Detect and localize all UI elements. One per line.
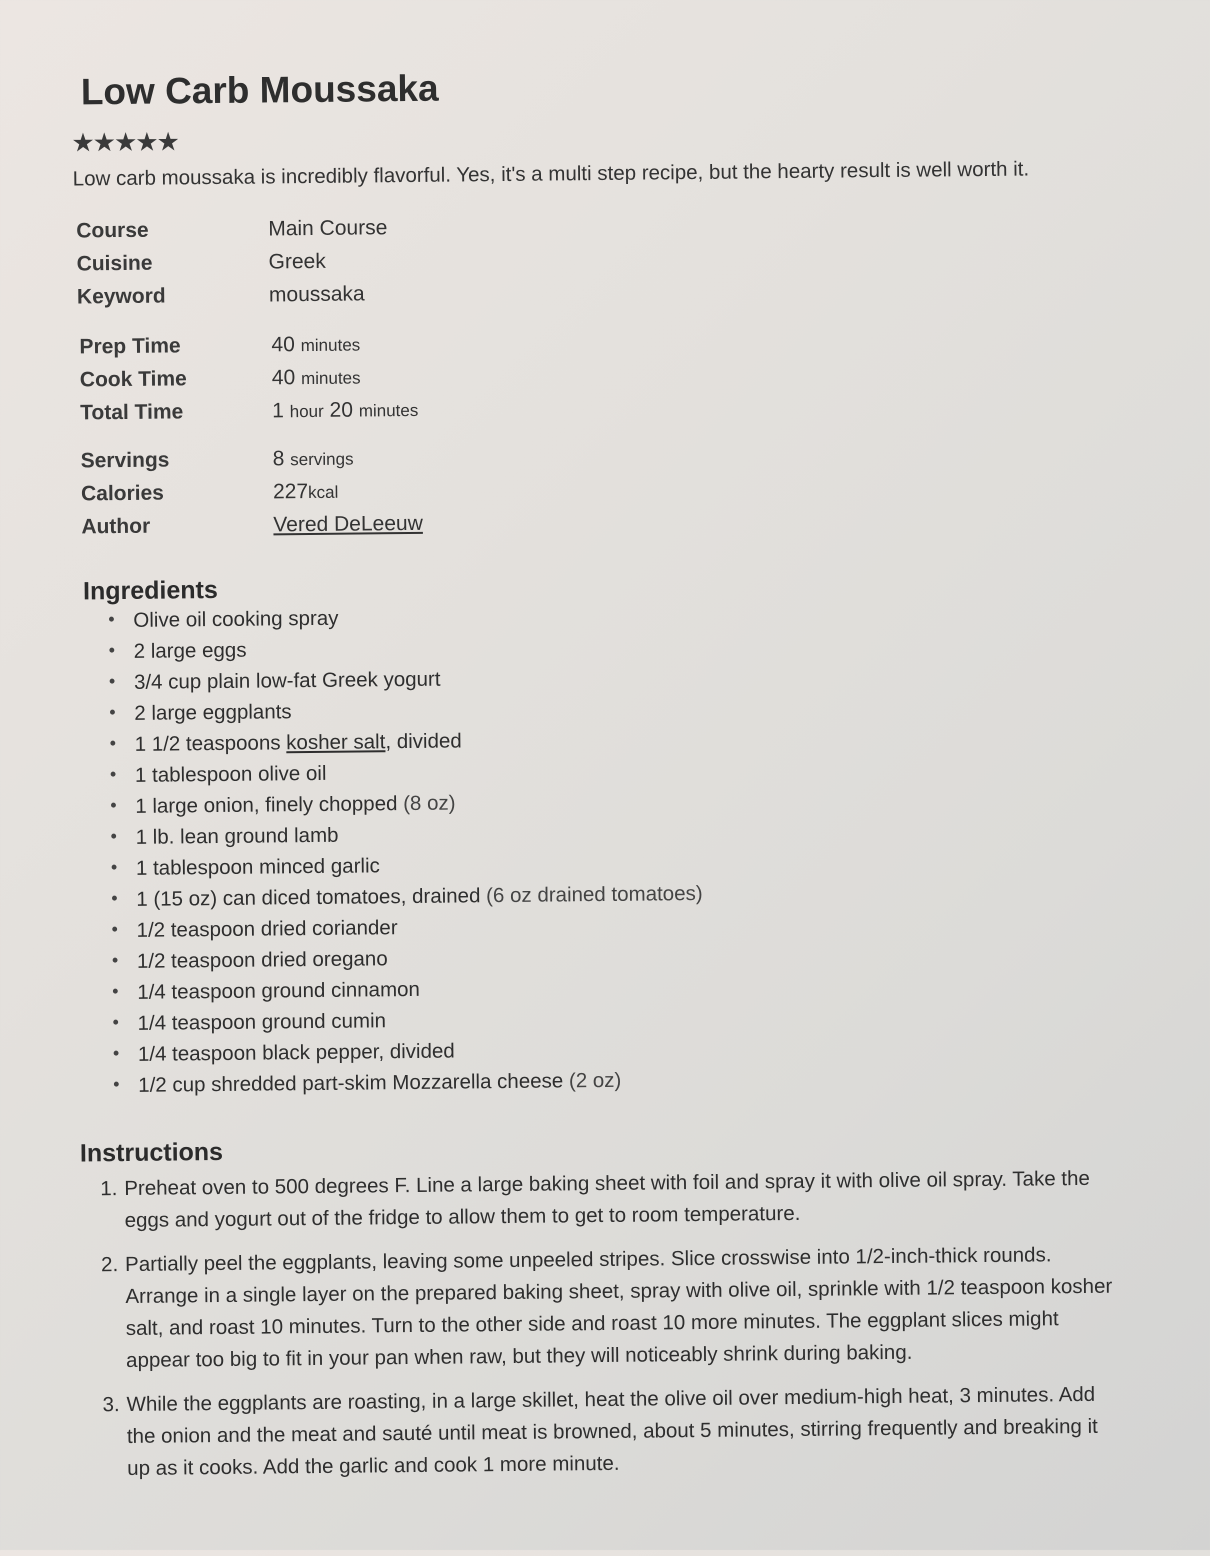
calories-label: Calories [80,481,165,506]
ingredient-note: (8 oz) [403,791,456,816]
calories-value [273,480,339,505]
ingredient-text: 1/2 teaspoon dried coriander [136,916,398,942]
cook-time-value [272,365,361,390]
calories-amount: 227 [272,480,309,504]
prep-time-amount: 40 [271,333,295,357]
cuisine-label: Cuisine [76,251,153,276]
kosher-salt-link[interactable]: kosher salt [286,730,386,755]
step-number: 1. [100,1177,118,1201]
prep-time-row [79,330,599,368]
author-link[interactable]: Vered DeLeeuw [273,511,423,537]
recipe-classification [76,214,597,318]
step-number: 2. [100,1253,119,1277]
step-number: 3. [102,1393,120,1417]
total-time-hours-unit: hour [289,401,324,422]
cuisine-row [76,247,596,285]
list-item [111,1066,871,1105]
ingredient-text: Olive oil cooking spray [133,606,339,632]
calories-unit: kcal [307,482,339,503]
star-icon: ★ [92,127,115,158]
ingredient-text: 1 large onion, finely chopped [135,792,398,818]
cook-time-row [80,363,600,401]
step-text: While the eggplants are roasting, in a large skillet, heat the olive oil over medium-high heat, 3 minutes. Add the onion and the meat and sauté until meat is browned, about 5 minutes, stirring frequently and breaking it up as it cooks. Add the garlic and cook 1 more minute. [126,1382,1098,1480]
keyword-row [77,280,597,318]
star-icon: ★ [113,126,136,158]
prep-time-unit: minutes [300,335,361,356]
author-value [273,512,423,538]
ingredient-text: 3/4 cup plain low-fat Greek yogurt [133,667,441,694]
course-row [76,214,596,252]
ingredient-text: 1/4 teaspoon black pepper, divided [137,1039,455,1066]
author-label: Author [81,514,151,539]
servings-label: Servings [80,448,170,473]
ingredient-note: (6 oz drained tomatoes) [485,881,703,908]
recipe-info [81,444,602,548]
ingredient-text: 1 tablespoon minced garlic [135,854,380,880]
instruction-step [84,1379,1125,1486]
instruction-step [82,1163,1123,1238]
total-time-hours: 1 [272,399,284,423]
total-time-label: Total Time [80,400,184,425]
author-row [81,510,601,548]
prep-time-value [271,332,360,357]
recipe-title: Low Carb Moussaka [80,67,439,113]
ingredient-text: 2 large eggplants [134,700,292,725]
instructions-list [82,1163,1125,1498]
ingredient-text: 1 1/2 teaspoons [134,731,287,756]
servings-row [81,444,601,482]
servings-unit: servings [290,449,354,470]
total-time-value [272,398,418,424]
step-text: Partially peel the eggplants, leaving some unpeeled stripes. Slice crosswise into 1/2-inch-thick rounds. Arrange in a single layer on the prepared baking sheet, spray with olive oil, sprinkle with 1/2 teaspoon kosher salt, and roast 10 minutes. Turn to the other side and roast 10 more minutes. The eggplant slices might appear too big to fit in your pan when raw, but they will noticeably shrink during baking. [124,1243,1113,1372]
servings-amount: 8 [272,447,285,471]
ingredient-text: 1 (15 oz) can diced tomatoes, drained [136,884,481,911]
course-label: Course [76,218,149,243]
recipe-times [79,330,600,434]
course-value: Main Course [268,216,388,241]
ingredient-text: 1/4 teaspoon ground cinnamon [137,977,421,1004]
cuisine-value: Greek [268,249,326,274]
star-icon: ★ [156,126,179,157]
recipe-summary: Low carb moussaka is incredibly flavorful. Yes, it's a multi step recipe, but the hearty result is well worth it. [72,157,1030,191]
ingredient-text: 1/2 cup shredded part-skim Mozzarella cheese [138,1069,564,1097]
cook-time-label: Cook Time [79,367,187,392]
star-icon: ★ [135,126,157,157]
servings-value [273,447,354,472]
ingredient-text: 1 lb. lean ground lamb [135,823,339,849]
cook-time-amount: 40 [271,366,296,390]
total-time-minutes: 20 [329,398,354,422]
star-icon: ★ [71,127,93,158]
ingredient-text: 2 large eggs [133,638,247,663]
cook-time-unit: minutes [300,368,361,389]
ingredients-list [106,601,871,1105]
total-time-minutes-unit: minutes [358,400,419,421]
step-text: Preheat oven to 500 degrees F. Line a large baking sheet with foil and spray it with olive oil spray. Take the eggs and yogurt out of the fridge to allow them to get to room temperature. [124,1166,1090,1233]
ingredient-text: , divided [385,729,462,754]
instruction-step [83,1239,1124,1378]
calories-row [81,477,601,515]
prep-time-label: Prep Time [79,334,181,359]
ingredient-text: 1 tablespoon olive oil [134,761,327,787]
ingredients-heading: Ingredients [82,575,218,606]
star-rating [71,126,178,158]
keyword-value: moussaka [268,282,365,307]
ingredient-text: 1/4 teaspoon ground cumin [137,1009,387,1035]
ingredient-text: 1/2 teaspoon dried oregano [136,947,388,973]
instructions-heading: Instructions [79,1137,224,1168]
total-time-row [80,396,600,434]
keyword-label: Keyword [76,284,166,309]
ingredient-note: (2 oz) [568,1068,622,1093]
